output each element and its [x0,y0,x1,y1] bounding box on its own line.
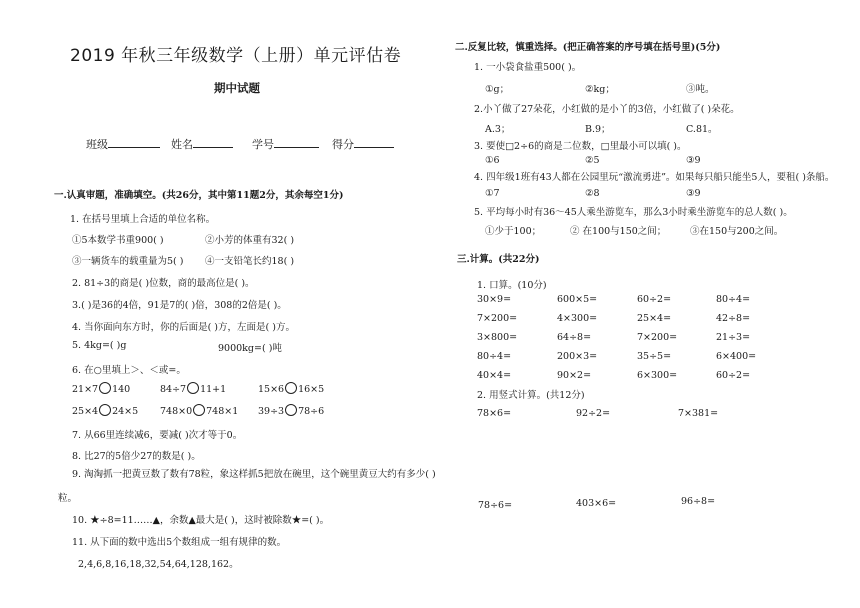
oral-problem: 3×800= [477,332,518,343]
part2-q2: 2.小丫做了27朵花，小红做的是小丫的3倍，小红做了( )朵花。 [474,104,740,115]
part2-q5: 5. 平均每小时有36～45人乘坐游览车，那么3小时乘坐游览车的总人数( )。 [474,207,793,218]
part2-q5-opt: ② 在100与150之间； [570,226,667,237]
compare-circle[interactable] [99,382,111,394]
page-subtitle: 期中试题 [214,81,260,95]
part2-q1-opt: ②kg； [585,84,615,95]
oral-problem: 60÷2= [716,370,751,381]
field-name-label: 姓名 [171,138,193,151]
oral-problem: 64÷8= [557,332,592,343]
part2-q1-opt: ①g； [485,84,510,95]
part2-q3: 3. 要使□2÷6的商是二位数，□里最小可以填( )。 [474,141,687,152]
part2-q4-opt: ②8 [585,188,600,199]
oral-problem: 40×4= [477,370,512,381]
part1-q5-a: 5. 4kg=( )g [72,340,127,351]
oral-problem: 35÷5= [637,351,672,362]
oral-problem: 60÷2= [637,294,672,305]
part1-q9-tail: 粒。 [58,493,78,504]
oral-problem: 21÷3= [716,332,751,343]
vertical-problem: 78÷6= [478,500,513,511]
part1-q1: 1. 在括号里填上合适的单位名称。 [70,214,216,225]
field-number-label: 学号 [252,138,274,151]
part1-q8: 8. 比27的5倍少27的数是( )。 [72,451,201,462]
part1-q5-b: 9000kg=( )吨 [218,343,282,354]
part2-q5-opt: ①少于100； [485,226,542,237]
compare-circle[interactable] [285,382,297,394]
part1-q6: 6. 在○里填上＞、＜或=。 [72,365,186,376]
oral-problem: 6×300= [637,370,678,381]
part1-q2: 2. 81÷3的商是( )位数，商的最高位是( )。 [72,278,255,289]
compare-item: 25×4 24×5 [72,406,139,417]
part2-q5-opt: ③在150与200之间。 [690,226,784,237]
vertical-problem: 78×6= [477,408,512,419]
compare-item: 84÷7 11+1 [160,384,227,395]
part2-q3-opt: ①6 [485,155,500,166]
oral-problem: 80÷4= [477,351,512,362]
part1-q4: 4. 当你面向东方时，你的后面是( )方，左面是( )方。 [72,322,295,333]
part2-q2-opt: A.3； [485,124,511,135]
part1-q1-a: ①5本数学书重900( ) [72,235,164,246]
page-title: 2019 年秋三年级数学（上册）单元评估卷 [70,46,402,66]
compare-circle[interactable] [187,382,199,394]
oral-problem: 7×200= [637,332,678,343]
oral-problem: 7×200= [477,313,518,324]
oral-problem: 600×5= [557,294,598,305]
compare-circle[interactable] [193,404,205,416]
vertical-problem: 7×381= [678,408,719,419]
compare-item: 39÷3 78÷6 [258,406,325,417]
part2-q2-opt: B.9； [585,124,611,135]
part1-q7: 7. 从66里连续减6，要减( )次才等于0。 [72,430,243,441]
oral-problem: 25×4= [637,313,672,324]
part1-q11: 11. 从下面的数中选出5个数组成一组有规律的数。 [72,537,287,548]
field-class-label: 班级 [86,138,108,151]
oral-problem: 80÷4= [716,294,751,305]
oral-problem: 200×3= [557,351,598,362]
part1-heading: 一.认真审题，准确填空。(共26分，其中第11题2分，其余每空1分) [54,190,344,201]
compare-item: 748×0 748×1 [160,406,239,417]
part2-heading: 二.反复比较，慎重选择。(把正确答案的序号填在括号里)(5分) [455,42,721,53]
part1-q11-numbers: 2,4,6,8,16,18,32,54,64,128,162。 [78,559,239,570]
part2-q1-opt: ③吨。 [686,84,715,95]
part2-q4-opt: ①7 [485,188,500,199]
vertical-title: 2. 用竖式计算。(共12分) [477,390,585,401]
field-class [86,136,160,152]
compare-circle[interactable] [99,404,111,416]
part1-q9: 9. 淘淘抓一把黄豆数了数有78粒，象这样抓5把放在碗里，这个碗里黄豆大约有多少( ) [72,469,436,480]
compare-circle[interactable] [285,404,297,416]
part1-q10: 10. ★÷8=11……▲，余数▲最大是( )，这时被除数★=( )。 [72,515,330,526]
oral-problem: 30×9= [477,294,512,305]
part2-q4-opt: ③9 [686,188,701,199]
oral-problem: 42÷8= [716,313,751,324]
part1-q1-c: ③一辆货车的载重量为5( ) [72,256,184,267]
part2-q2-opt: C.81。 [686,124,718,135]
field-score [332,136,394,152]
part1-q1-d: ④一支铅笔长约18( ) [205,256,295,267]
part2-q3-opt: ②5 [585,155,600,166]
vertical-problem: 403×6= [576,498,617,509]
compare-item: 15×6 16×5 [258,384,325,395]
oral-problem: 90×2= [557,370,592,381]
part1-q3: 3.( )是36的4倍，91是7的( )倍，308的2倍是( )。 [72,300,287,311]
vertical-problem: 92÷2= [576,408,611,419]
field-number [252,136,319,152]
oral-problem: 6×400= [716,351,757,362]
oral-problem: 4×300= [557,313,598,324]
part2-q1: 1. 一小袋食盐重500( )。 [474,62,582,73]
oral-title: 1. 口算。(10分) [477,280,547,291]
field-score-label: 得分 [332,138,354,151]
part1-q1-b: ②小芳的体重有32( ) [205,235,295,246]
compare-item: 21×7 140 [72,384,131,395]
part2-q4: 4. 四年级1班有43人都在公园里玩“激流勇进”。如果每只船只能坐5人，要租( )条船。 [474,172,835,183]
part3-heading: 三.计算。(共22分) [457,254,540,265]
vertical-problem: 96÷8= [681,496,716,507]
part2-q3-opt: ③9 [686,155,701,166]
field-name [171,136,233,152]
